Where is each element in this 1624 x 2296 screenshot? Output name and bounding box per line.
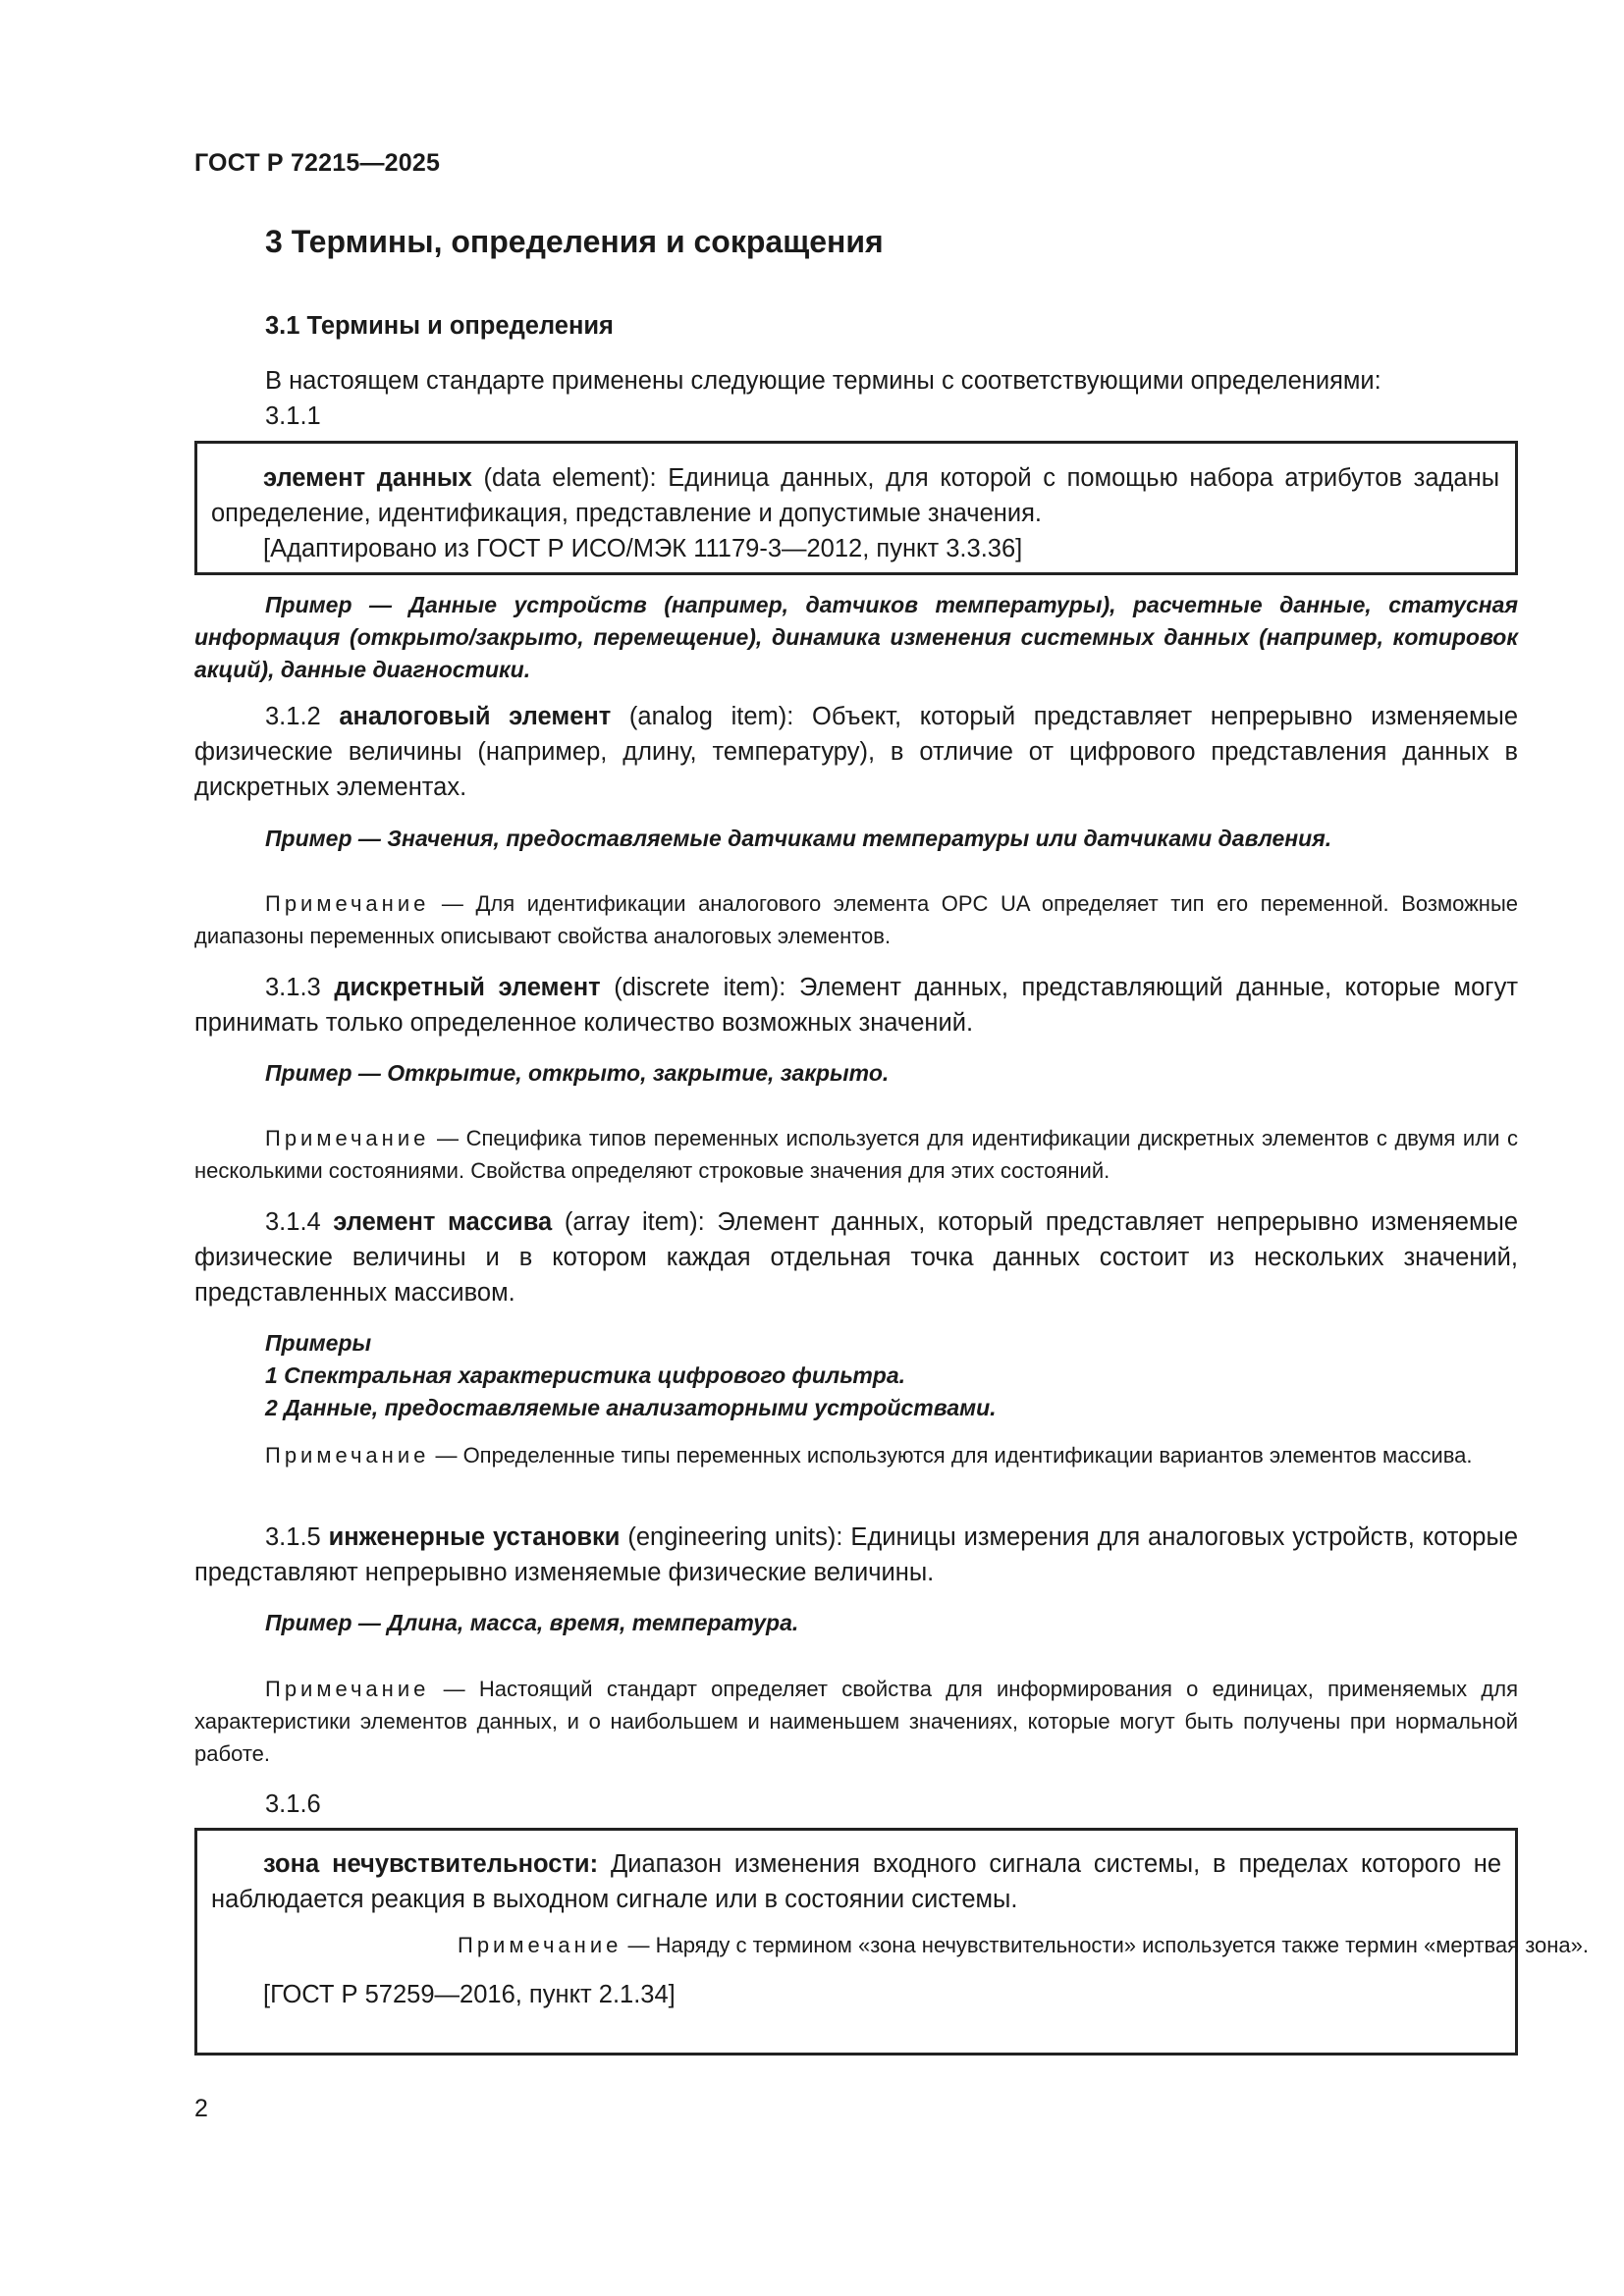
note-text: — Наряду с термином «зона нечувствительности» используется также термин «мертвая зона».	[622, 1933, 1590, 1957]
note-text: — Настоящий стандарт определяет свойства для информирования о единицах, применяемых для характеристики элементов данных, и о наибольшем и наименьшем значениях, которые могут быть получены при нормальной работе.	[194, 1677, 1518, 1766]
term-number: 3.1.3	[265, 974, 335, 1001]
term-english: (array item):	[552, 1208, 718, 1236]
term-name: инженерные установки	[328, 1523, 621, 1551]
term-number: 3.1.4	[265, 1208, 334, 1236]
term-number: 3.1.5	[265, 1523, 329, 1551]
term-name: зона нечувствительности:	[263, 1850, 599, 1878]
term-definition-text: Элемент данных, представляющий данные, которые могут принимать только определенное количество возможных значений.	[194, 974, 1518, 1037]
term-english: (data element):	[471, 464, 669, 492]
term-definition-text: Элемент данных, который представляет непрерывно изменяемые физические величины и в котором каждая отдельная точка данных состоит из нескольких значений, представленных массивом.	[194, 1208, 1519, 1307]
term-source: [Адаптировано из ГОСТ Р ИСО/МЭК 11179-3—2012, пункт 3.3.36]	[263, 535, 1023, 562]
term-definition-text: Единицы измерения для аналоговых устройств, которые представляют непрерывно изменяемые физические величины.	[194, 1523, 1518, 1586]
note-3-1-2	[194, 887, 1518, 952]
note-text: — Для идентификации аналогового элемента OPC UA определяет тип его переменной. Возможные диапазоны переменных описывают свойства аналоговых элементов.	[194, 891, 1518, 948]
term-definition-3-1-4	[194, 1204, 1518, 1310]
term-definition-text: Диапазон изменения входного сигнала системы, в пределах которого не наблюдается реакция в выходном сигнале или в состоянии системы.	[211, 1850, 1502, 1913]
note-text: — Определенные типы переменных используются для идентификации вариантов элементов массива.	[429, 1443, 1473, 1468]
term-name: дискретный элемент	[334, 974, 601, 1001]
term-english: (discrete item):	[600, 974, 799, 1001]
note-3-1-6	[406, 1929, 1624, 1961]
term-definition-text: Объект, который представляет непрерывно изменяемые физические величины (например, длину, температуру), в отличие от цифрового представления данных в дискретных элементах.	[194, 703, 1519, 801]
term-name: аналоговый элемент	[339, 703, 612, 730]
term-definition-3-1-5	[194, 1520, 1518, 1590]
note-text: — Специфика типов переменных используется для идентификации дискретных элементов с двумя или с несколькими состояниями. Свойства определяют строковые значения для этих состояний.	[194, 1126, 1518, 1183]
example-3-1-3: Пример — Открытие, открыто, закрытие, закрыто.	[265, 1060, 890, 1086]
note-label: Примечание	[265, 1677, 430, 1701]
note-3-1-5	[194, 1673, 1518, 1770]
term-box-3-1-6	[194, 1828, 1590, 2056]
example-3-1-2: Пример — Значения, предоставляемые датчиками температуры или датчиками давления.	[265, 826, 1332, 851]
section-title: 3 Термины, определения и сокращения	[265, 224, 884, 259]
term-name: элемент данных	[263, 464, 472, 492]
page-number: 2	[194, 2095, 208, 2122]
example-3-1-5: Пример — Длина, масса, время, температура.	[265, 1610, 799, 1635]
term-definition-3-1-3	[194, 970, 1518, 1041]
note-label: Примечание	[265, 1443, 430, 1468]
term-definition-3-1-2	[194, 699, 1518, 805]
example-1-3-1-4: 1 Спектральная характеристика цифрового фильтра.	[265, 1362, 906, 1388]
term-number-3-1-6: 3.1.6	[265, 1790, 321, 1818]
term-definition-3-1-1	[211, 460, 1499, 531]
note-label: Примечание	[265, 1126, 430, 1150]
example-2-3-1-4: 2 Данные, предоставляемые анализаторными устройствами.	[265, 1395, 997, 1420]
note-label: Примечание	[458, 1933, 623, 1957]
note-3-1-3	[194, 1122, 1518, 1187]
term-source: [ГОСТ Р 57259—2016, пункт 2.1.34]	[263, 1981, 676, 2008]
note-label: Примечание	[265, 891, 430, 916]
term-definition-3-1-6	[211, 1846, 1501, 1917]
term-number: 3.1.2	[265, 703, 340, 730]
term-number-3-1-1: 3.1.1	[265, 402, 321, 430]
term-english: (engineering units):	[620, 1523, 851, 1551]
intro-paragraph: В настоящем стандарте применены следующие термины с соответствующими определениями:	[265, 367, 1381, 395]
term-english: (analog item):	[611, 703, 812, 730]
note-3-1-4	[194, 1439, 1518, 1471]
subsection-title: 3.1 Термины и определения	[265, 312, 614, 340]
document-code-header: ГОСТ Р 72215—2025	[194, 149, 441, 177]
term-name: элемент массива	[333, 1208, 553, 1236]
term-box-3-1-1	[194, 441, 1518, 575]
term-definition-text: Единица данных, для которой с помощью набора атрибутов заданы определение, идентификация, представление и допустимые значения.	[211, 464, 1500, 527]
example-3-1-1: Пример — Данные устройств (например, датчиков температуры), расчетные данные, статусная информация (открыто/закрыто, перемещение), динамика изменения системных данных (например, котировок акций), данные диагностики.	[194, 592, 1518, 682]
examples-title-3-1-4: Примеры	[265, 1330, 372, 1356]
